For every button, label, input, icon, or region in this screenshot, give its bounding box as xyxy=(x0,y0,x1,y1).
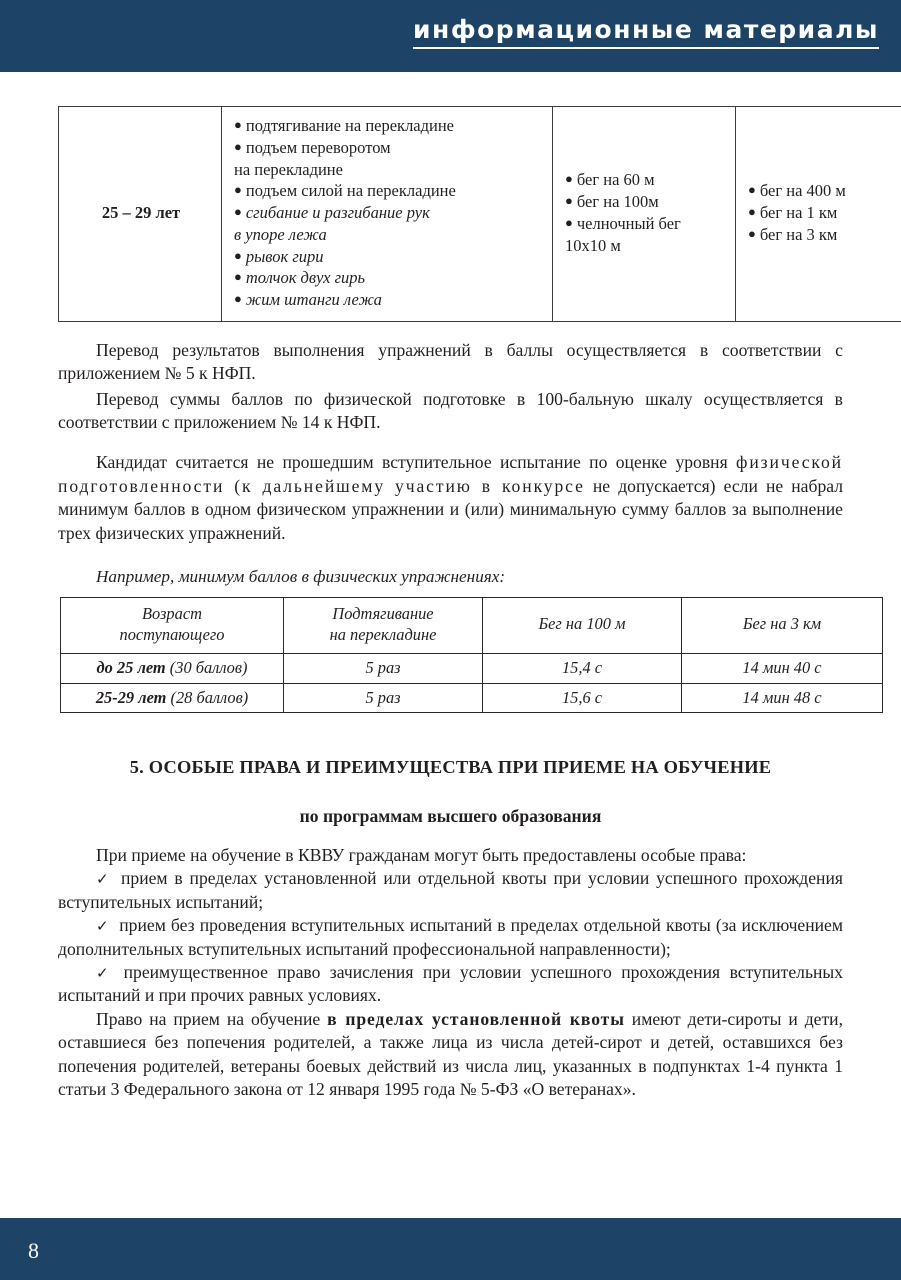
bullet-icon: ● xyxy=(234,269,242,285)
bullet-icon: ● xyxy=(234,247,242,263)
quota-text-bold: в пределах установленной квоты xyxy=(327,1008,625,1029)
paragraph-score-conversion: Перевод результатов выполнения упражнений в баллы осуществляется в соответствии с приложением № 5 к НФП. xyxy=(58,339,843,384)
age-bold: до 25 лет xyxy=(96,658,166,678)
check-icon: ✓ xyxy=(96,963,114,982)
list-item-label: бег на 1 км xyxy=(759,203,838,223)
list-item-label: жим штанги лежа xyxy=(245,290,382,310)
list-item xyxy=(234,202,542,224)
exercises-table xyxy=(58,106,901,322)
list-item xyxy=(565,213,725,235)
cell-run100: 15,4 с xyxy=(483,654,682,684)
content-inner xyxy=(0,106,901,1101)
list-item xyxy=(234,137,542,159)
list-item-label: подъем переворотом xyxy=(245,137,391,157)
list-item xyxy=(748,224,901,246)
list-item xyxy=(234,246,542,268)
table-row xyxy=(59,107,901,322)
table-row xyxy=(61,683,883,713)
example-intro: Например, минимум баллов в физических упражнениях: xyxy=(96,567,506,587)
paragraph-quota-rights xyxy=(58,1008,843,1102)
endurance-exercises-cell xyxy=(736,107,901,322)
page-title: информационные материалы xyxy=(413,16,879,49)
table-header-row xyxy=(61,598,883,654)
list-item-label: сгибание и разгибание рук xyxy=(245,203,430,223)
column-header-age xyxy=(61,598,284,654)
bullet-icon: ● xyxy=(748,204,756,220)
failure-text-2: не допускается) если не набрал минимум баллов в одном физическом упражнении и (или) минимальную сумму баллов за выполнение трех физических упражнений. xyxy=(58,475,843,543)
list-item-label: челночный бег xyxy=(576,213,681,233)
bullet-icon: ● xyxy=(234,204,242,220)
list-item xyxy=(748,180,901,202)
list-item-label: бег на 400 м xyxy=(759,181,846,201)
list-item-continuation: на перекладине xyxy=(234,159,343,179)
header-band xyxy=(0,0,901,72)
header-line-1: Возраст xyxy=(142,604,202,624)
column-header-run100: Бег на 100 м xyxy=(483,598,682,654)
bullet-icon: ● xyxy=(748,182,756,198)
header-line-2: поступающего xyxy=(119,624,225,644)
header-line-2: на перекладине xyxy=(329,624,437,644)
check-icon: ✓ xyxy=(96,917,110,936)
list-item xyxy=(748,202,901,224)
list-item xyxy=(234,115,542,137)
footer-band xyxy=(0,1218,901,1280)
bullet-icon: ● xyxy=(234,291,242,307)
paragraph-failure-conditions xyxy=(58,451,843,545)
list-item-label: рывок гири xyxy=(245,246,324,266)
check-item-label: прием без проведения вступительных испытаний в пределах отдельной квоты (за исключением дополнительных вступительных испытаний профессиональной направленности); xyxy=(58,915,843,959)
list-item-label: толчок двух гирь xyxy=(245,268,366,288)
header-line-1: Подтягивание xyxy=(332,604,434,624)
table-row xyxy=(61,654,883,684)
list-item-continuation: 10х10 м xyxy=(565,235,621,255)
cell-age-group xyxy=(61,683,284,713)
list-item-label: бег на 100м xyxy=(576,192,659,212)
check-list-item-3 xyxy=(58,961,843,1008)
cell-pullups: 5 раз xyxy=(284,683,483,713)
cell-pullups: 5 раз xyxy=(284,654,483,684)
header-title-wrap xyxy=(413,16,879,49)
cell-age-group xyxy=(61,654,284,684)
paragraph-scale-conversion: Перевод суммы баллов по физической подготовке в 100-бальную шкалу осуществляется в соответствии с приложением № 14 к НФП. xyxy=(58,388,843,433)
minimums-table xyxy=(60,597,883,713)
age-points: (28 баллов) xyxy=(166,687,249,707)
quota-text-1: Право на прием на обучение xyxy=(96,1008,328,1029)
list-item-label: бег на 60 м xyxy=(576,170,655,190)
list-item-label: подтягивание на перекладине xyxy=(245,116,455,135)
column-header-pullups xyxy=(284,598,483,654)
paragraph-special-rights-intro: При приеме на обучение в КВВУ гражданам могут быть предоставлены особые права: xyxy=(96,845,747,866)
check-list-item-2 xyxy=(58,914,843,961)
list-item-label: бег на 3 км xyxy=(759,224,838,244)
check-item-label: прием в пределах установленной или отдельной квоты при условии успешного прохождения вступительных испытаний; xyxy=(58,868,843,912)
cell-run3000: 14 мин 40 с xyxy=(682,654,883,684)
column-header-run3000: Бег на 3 км xyxy=(682,598,883,654)
age-group-cell: 25 – 29 лет xyxy=(59,107,222,322)
failure-text-spaced: физической подготовленности (к дальнейшему участию в конкурсе xyxy=(58,452,843,496)
document-content xyxy=(0,72,901,1101)
section-subheading: по программам высшего образования xyxy=(299,806,602,827)
cell-run100: 15,6 с xyxy=(483,683,682,713)
strength-exercises-cell xyxy=(222,107,553,322)
bullet-icon: ● xyxy=(565,214,573,230)
section-heading: 5. ОСОБЫЕ ПРАВА И ПРЕИМУЩЕСТВА ПРИ ПРИЕМЕ НА ОБУЧЕНИЕ xyxy=(129,757,772,778)
page-number: 8 xyxy=(28,1238,39,1263)
check-list-item-1 xyxy=(58,867,843,914)
list-item-label: подъем силой на перекладине xyxy=(245,181,456,201)
check-item-label: преимущественное право зачисления при условии успешного прохождения вступительных испытаний и при прочих равных условиях. xyxy=(58,961,843,1006)
bullet-icon: ● xyxy=(234,182,242,198)
bullet-icon: ● xyxy=(565,193,573,209)
list-item-continuation: в упоре лежа xyxy=(234,224,327,244)
list-item xyxy=(234,180,542,202)
bullet-icon: ● xyxy=(234,138,242,154)
failure-text-1: Кандидат считается не прошедшим вступительное испытание по оценке уровня xyxy=(96,452,737,473)
speed-exercises-cell xyxy=(553,107,736,322)
list-item xyxy=(565,169,725,191)
bullet-icon: ● xyxy=(565,171,573,187)
quota-text-2: имеют дети-сироты и дети, оставшиеся без попечения родителей, а также лица из числа детей-сирот и детей, оставшихся без попечения родителей, ветераны боевых действий из числа лиц, указанных в подпунктах 1-4 пункта 1 статьи 3 Федерального закона от 12 января 1995 года № 5-ФЗ «О ветеранах». xyxy=(58,1008,843,1099)
age-points: (30 баллов) xyxy=(165,658,248,678)
age-bold: 25-29 лет xyxy=(95,687,167,707)
list-item xyxy=(565,191,725,213)
list-item xyxy=(234,267,542,289)
cell-run3000: 14 мин 48 с xyxy=(682,683,883,713)
bullet-icon: ● xyxy=(234,117,242,132)
check-icon: ✓ xyxy=(96,870,111,889)
bullet-icon: ● xyxy=(748,225,756,241)
list-item xyxy=(234,289,542,311)
